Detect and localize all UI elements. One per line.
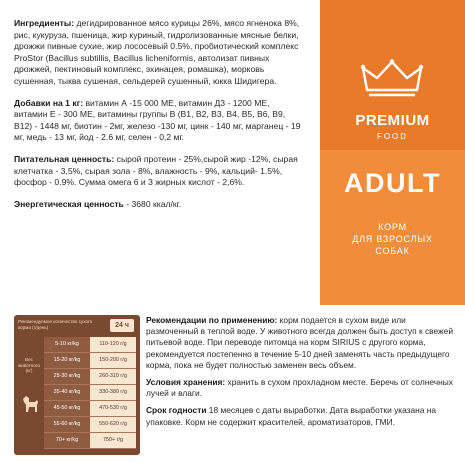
- feeding-table-header: Рекомендуемое количество сухого корма (г/день): [18, 319, 93, 330]
- table-row: [44, 417, 136, 433]
- ingredients-label: Ингредиенты:: [14, 18, 75, 28]
- storage-paragraph: [146, 377, 456, 399]
- grams-cell: 550-620 г/g: [90, 417, 136, 432]
- additives-text: витамин А -15 000 МЕ, витамин Д3 - 1200 МЕ, витамин Е - 300 МЕ, витамины группы В (В1, В2, В3, В4, В5, В6, В9, В12) - 1448 мг, биотин - 2мг, железо -130 мг, цинк - 140 мг, марганец - 19 мг, медь - 13 мг, йод - 2.6 мг, селен - 0,2 мг.: [14, 97, 301, 143]
- weight-cell: 70+ кг/kg: [44, 433, 90, 448]
- table-row: [44, 433, 136, 449]
- grams-cell: 150-200 г/g: [90, 353, 136, 368]
- energy-text: - 3680 ккал/кг.: [123, 198, 182, 209]
- feeding-rows: [44, 337, 136, 449]
- product-subtitle-3: СОБАК: [375, 246, 410, 256]
- brand-premium: PREMIUM: [355, 112, 430, 129]
- feeding-table: [14, 315, 140, 455]
- ingredients-text: дегидрированное мясо курицы 26%, мясо ягненока 8%, рис, кукуруза, пшеница, жир куриный, гидролизованные мясные белки, дрожжи пивные сухие, жир лососевый 0.5%, пробиотический комплекс ProStor (Bacillus subtillis, Bacillus licheniformis, автолизат пивных дрожжей, пектиновый комплекс, эхинацея, ромашка), морковь сушенная, тыква сушеная, сельдерей сушенный, юкка Шидигера.: [14, 18, 300, 86]
- product-subtitle-2: ДЛЯ ВЗРОСЛЫХ: [352, 234, 433, 244]
- shelf-life-text: 18 месяцев с даты выработки. Дата выработки указана на упаковке. Корм не содержит красителей, ароматизаторов, ГМИ.: [146, 405, 437, 427]
- grams-cell: 470-530 г/g: [90, 401, 136, 416]
- usage-block: [146, 315, 456, 434]
- feeding-weight-label: Вес животного (кг): [18, 357, 40, 373]
- weight-cell: 35-40 кг/kg: [44, 385, 90, 400]
- table-row: [44, 337, 136, 353]
- recommendations-paragraph: [146, 315, 456, 371]
- table-row: [44, 369, 136, 385]
- weight-cell: 15-20 кг/kg: [44, 353, 90, 368]
- brand-food: FOOD: [376, 132, 409, 141]
- nutrition-label: Питательная ценность:: [14, 153, 115, 164]
- table-row: [44, 353, 136, 369]
- product-title: ADULT: [344, 168, 441, 198]
- grams-cell: 110-120 г/g: [90, 337, 136, 352]
- grams-cell: 750+ г/g: [90, 433, 136, 448]
- dog-icon: [20, 393, 40, 415]
- storage-label: Условия хранения:: [146, 377, 226, 388]
- energy-paragraph: [14, 199, 304, 211]
- table-row: [44, 385, 136, 401]
- weight-cell: 5-10 кг/kg: [44, 337, 90, 352]
- recommendations-text: корм подается в сухом виде или размоченный в теплой воде. У животного всегда должен быть доступ к свежей питьевой воде. При переводе питомца на корм SIRIUS с другого корма, рекомендуется постепенно в течение 5-10 дней заменять часть предыдущего корма, пока не будет полностью заменен весь объем.: [146, 315, 453, 370]
- grams-cell: 330-380 г/g: [90, 385, 136, 400]
- feeding-badge: 24 ч: [110, 319, 134, 332]
- composition-block: [14, 18, 304, 220]
- additives-paragraph: [14, 98, 304, 144]
- storage-text: хранить в сухом прохладном месте. Беречь от солнечных лучей и влаги.: [146, 377, 453, 399]
- table-row: [44, 401, 136, 417]
- recommendations-label: Рекомендации по применению:: [146, 315, 278, 325]
- product-subtitle-1: КОРМ: [378, 222, 407, 232]
- grams-cell: 260-310 г/g: [90, 369, 136, 384]
- additives-label: Добавки на 1 кг:: [14, 97, 84, 108]
- ingredients-paragraph: [14, 18, 304, 88]
- weight-cell: 25-30 кг/kg: [44, 369, 90, 384]
- nutrition-text: сырой протеин - 25%,сырой жир -12%, сырая клетчатка - 3,5%, сырая зола - 8%, влажность - 9%, кальций- 1.5%, фосфор - 0.9%. Сумма омега 6 и 3 жирных кислот - 2,6%.: [14, 153, 298, 188]
- energy-label: Энергетическая ценность: [14, 198, 124, 209]
- nutrition-paragraph: [14, 154, 304, 189]
- weight-cell: 45-50 кг/kg: [44, 401, 90, 416]
- shelf-life-paragraph: [146, 405, 456, 427]
- crown-icon: [357, 58, 427, 98]
- shelf-life-label: Срок годности: [146, 405, 207, 416]
- weight-cell: 55-60 кг/kg: [44, 417, 90, 432]
